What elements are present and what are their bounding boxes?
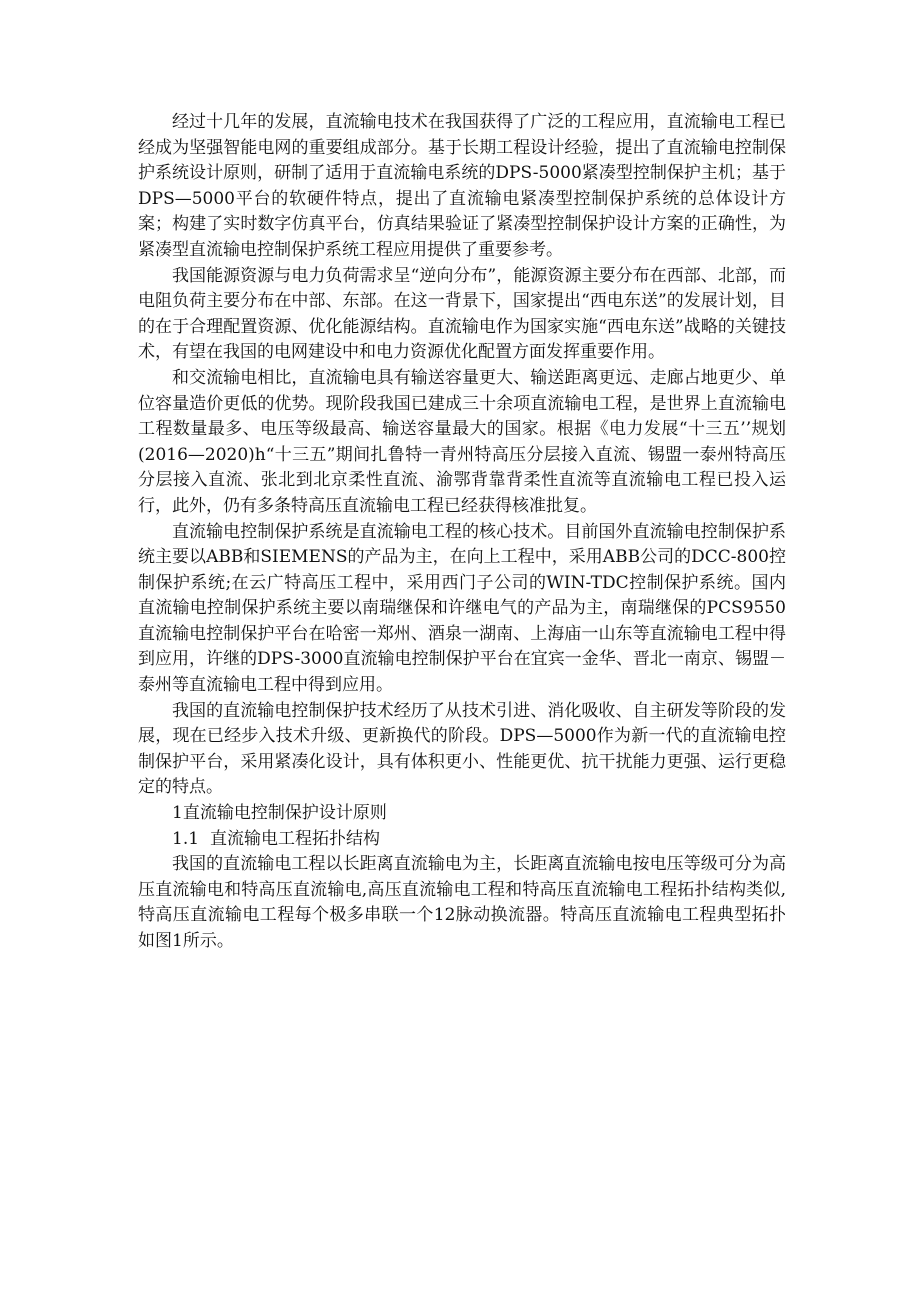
document-body bbox=[138, 110, 786, 955]
paragraph-5: 我国的直流输电控制保护技术经历了从技术引进、消化吸收、自主研发等阶段的发展，现在已经步入技术升级、更新换代的阶段。DPS—5000作为新一代的直流输电控制保护平台，采用紧凑化设计，具有体积更小、性能更优、抗干扰能力更强、运行更稳定的特点。 bbox=[138, 700, 786, 798]
paragraph-6: 我国的直流输电工程以长距离直流输电为主，长距离直流输电按电压等级可分为高压直流输电和特高压直流输电,高压直流输电工程和特高压直流输电工程拓扑结构类似,特高压直流输电工程每个极多串联一个12脉动换流器。特高压直流输电工程典型拓扑如图1所示。 bbox=[138, 854, 786, 951]
paragraph-1: 经过十几年的发展，直流输电技术在我国获得了广泛的工程应用，直流输电工程已经成为坚强智能电网的重要组成部分。基于长期工程设计经验，提出了直流输电控制保护系统设计原则，研制了适用于直流输电系统的DPS-5000紧凑型控制保护主机；基于DPS—5000平台的软硬件特点，提出了直流输电紧凑型控制保护系统的总体设计方案；构建了实时数字仿真平台，仿真结果验证了紧凑型控制保护设计方案的正确性，为紧凑型直流输电控制保护系统工程应用提供了重要参考。 bbox=[138, 112, 786, 260]
section-heading: 1直流输电控制保护设计原则 bbox=[172, 803, 387, 824]
subsection-title: 直流输电工程拓扑结构 bbox=[210, 828, 380, 849]
paragraph-4: 直流输电控制保护系统是直流输电工程的核心技术。目前国外直流输电控制保护系统主要以ABB和SIEMENS的产品为主，在向上工程中，采用ABB公司的DCC-800控制保护系统;在云广特高压工程中，采用西门子公司的WIN-TDC控制保护系统。国内直流输电控制保护系统主要以南瑞继保和许继电气的产品为主，南瑞继保的PCS9550直流输电控制保护平台在哈密一郑州、酒泉一湖南、上海庙一山东等直流输电工程中得到应用，许继的DPS-3000直流输电控制保护平台在宜宾一金华、晋北一南京、锡盟－泰州等直流输电工程中得到应用。 bbox=[138, 521, 786, 696]
subsection-heading bbox=[138, 827, 786, 853]
paragraph-3: 和交流输电相比，直流输电具有输送容量更大、输送距离更远、走廊占地更少、单位容量造价更低的优势。现阶段我国已建成三十余项直流输电工程，是世界上直流输电工程数量最多、电压等级最高、输送容量最大的国家。根据《电力发展“十三五’’规划(2016—2020)h“十三五”期间扎鲁特一青州特高压分层接入直流、锡盟一泰州特高压分层接入直流、张北到北京柔性直流、渝鄂背靠背柔性直流等直流输电工程已投入运行，此外，仍有多条特高压直流输电工程已经获得核准批复。 bbox=[138, 367, 786, 516]
subsection-number: 1.1 bbox=[172, 828, 200, 849]
paragraph-2: 我国能源资源与电力负荷需求呈“逆向分布”，能源资源主要分布在西部、北部，而电阻负荷主要分布在中部、东部。在这一背景下，国家提出“西电东送”的发展计划，目的在于合理配置资源、优化能源结构。直流输电作为国家实施“西电东送”战略的关键技术，有望在我国的电网建设中和电力资源优化配置方面发挥重要作用。 bbox=[138, 265, 786, 363]
